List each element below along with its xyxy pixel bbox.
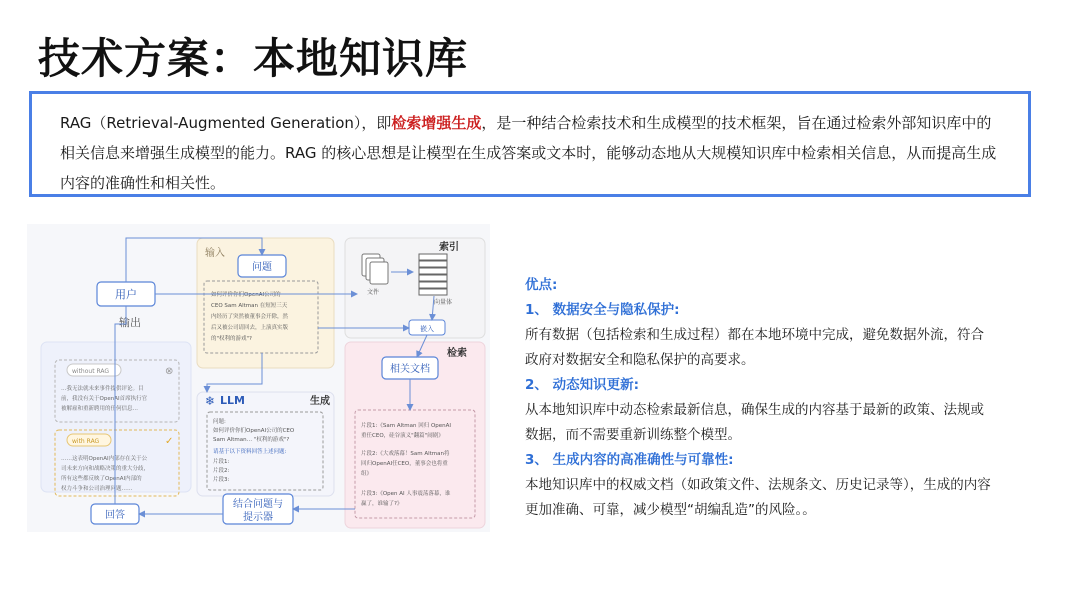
with-rag-line: 司未来方向和战略决策的重大分歧， <box>61 466 150 472</box>
snowflake-icon: ❄ <box>205 394 216 408</box>
documents-label: 文件 <box>367 289 380 296</box>
index-label: 索引 <box>439 242 459 253</box>
documents-icon <box>362 254 388 284</box>
advantage-body: 从本地知识库中动态检索最新信息，确保生成的内容基于最新的政策、法规或数据，而不需要重新训练整个模型。 <box>525 402 984 443</box>
advantage-heading: 1、 数据安全与隐私保护: <box>525 302 680 318</box>
question-text-line: 如何评价你们OpenAI公司的 <box>211 292 281 298</box>
page-title: 技术方案：本地知识库 <box>38 34 469 83</box>
rag-diagram <box>27 224 490 532</box>
embed-label: 嵌入 <box>420 325 434 333</box>
question-label: 问题 <box>252 262 272 273</box>
chunk-text: 组》 <box>361 471 373 477</box>
with-rag-line: 权力斗争和公司治理问题…… <box>61 486 133 492</box>
without-rag-line: …我无法就未来事件提供评论。目 <box>61 386 144 392</box>
prompt-line: 请基于以下资料回答上述问题: <box>213 449 287 455</box>
prompt-line: 片段2: <box>213 468 230 474</box>
with-rag-line: 所有这些都反映了OpenAI内部的 <box>61 476 142 482</box>
llm-label: LLM <box>220 394 245 407</box>
without-rag-label: without RAG <box>72 368 110 375</box>
chunk-text: 重任CEO，硅谷演义"翻篇"闹剧》 <box>361 433 444 439</box>
answer-label: 回答 <box>105 510 125 521</box>
combine-label: 提示器 <box>243 512 273 523</box>
advantage-body: 本地知识库中的权威文档（如政策文件、法规条文、历史记录等），生成的内容更加准确、可靠，减少模型“胡编乱造”的风险。。 <box>525 477 991 518</box>
advantage-body: 所有数据（包括检索和生成过程）都在本地环境中完成，避免数据外流，符合政府对数据安全和隐私保护的高要求。 <box>525 327 984 368</box>
chunk-text: 片段3:《Open AI 人事震荡落幕，谁 <box>361 491 451 497</box>
with-rag-label: with RAG <box>72 438 100 445</box>
question-text-line: 内经历了突然被董事会开除，然 <box>211 314 289 320</box>
generation-label: 生成 <box>310 396 330 407</box>
prompt-line: 片段3: <box>213 477 230 483</box>
prompt-line: Sam Altman… "权利的游戏"? <box>213 437 290 443</box>
without-rag-close-icon: ⊗ <box>165 366 174 377</box>
question-text-line: 后又被公司请回去，上演真实版 <box>211 325 289 331</box>
advantages-panel <box>525 273 995 523</box>
vector-store-icon <box>419 254 447 295</box>
advantages-title: 优点: <box>525 277 558 293</box>
with-rag-check-icon: ✓ <box>165 436 174 447</box>
intro-text-part1: RAG（Retrieval-Augmented Generation），即 <box>60 114 392 132</box>
advantage-heading: 3、 生成内容的高准确性与可靠性: <box>525 452 734 468</box>
intro-highlight: 检索增强生成 <box>391 114 482 132</box>
retrieval-label: 检索 <box>447 348 467 359</box>
output-label: 输出 <box>119 316 141 329</box>
intro-text-part2: ，是一种结合检索技术和生成模型的技术框架，旨在通过检索外部知识库中的相关信息来增强生成模型的能力。RAG 的核心思想是让模型在生成答案或文本时，能够动态地从大规模知识库中检索相关信息，从而提高生成内容的准确性和相关性。 <box>60 114 997 192</box>
combine-label: 结合问题与 <box>233 499 283 510</box>
question-text-line: 的"权利的游戏"? <box>211 336 252 342</box>
related-docs-label: 相关文档 <box>390 364 430 375</box>
intro-box <box>29 91 1031 197</box>
chunk-text: 片段1:《Sam Altman 回归 OpenAI <box>361 423 452 429</box>
chunk-text: 回归OpenAI任CEO，董事会也将重 <box>361 461 448 467</box>
user-label: 用户 <box>115 288 137 301</box>
chunk-text: 赢了，谁输了?》 <box>361 501 403 507</box>
with-rag-line: ……这表明OpenAI内部存在关于公 <box>61 456 148 462</box>
without-rag-line: 被解雇和重新聘用的任何信息… <box>61 406 139 412</box>
prompt-line: 片段1: <box>213 459 230 465</box>
vectors-label: 向量体 <box>434 299 453 306</box>
input-label: 输入 <box>205 248 225 259</box>
question-text-line: CEO Sam Altman 在短短三天 <box>211 303 288 309</box>
advantage-heading: 2、 动态知识更新: <box>525 377 639 393</box>
prompt-line: 如何评价你们OpenAI公司的CEO <box>213 428 295 434</box>
prompt-line: 问题: <box>213 419 226 425</box>
without-rag-line: 前，我没有关于OpenAI首席执行官 <box>61 396 148 402</box>
chunk-text: 片段2:《大戏落幕！Sam Altman将 <box>361 451 450 457</box>
